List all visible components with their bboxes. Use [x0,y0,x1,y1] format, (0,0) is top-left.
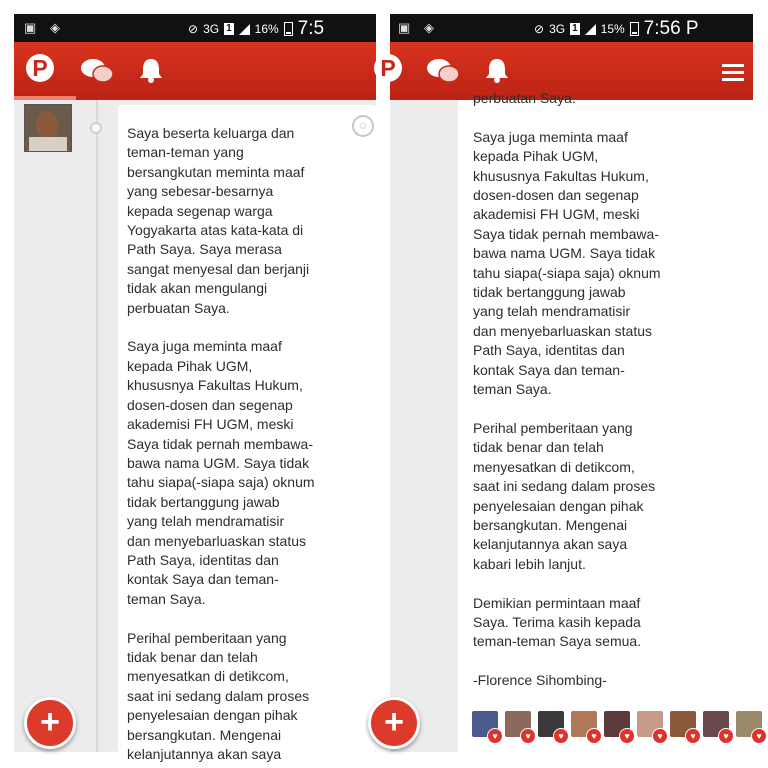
heart-icon: ♥ [751,728,767,744]
clock: 7:56 P [643,18,699,39]
battery-percent: 16% [254,22,279,36]
chat-bubbles-icon[interactable] [80,57,114,85]
reaction-avatar[interactable] [670,711,698,739]
smiley-icon[interactable]: ☺ [352,115,374,137]
reaction-avatar[interactable] [637,711,665,739]
logo-icon[interactable]: P [374,54,402,82]
battery-icon [630,22,639,36]
post-text: Saya beserta keluarga dan teman-teman yang bersangkutan meminta maaf yang sebesar-besarnya kepada segenap warga Yogyakarta atas kata-kata di Path Saya. Saya merasa sangat menyesal dan berjanji tidak akan mengulangi perbuatan Saya. Saya juga meminta maaf kepada Pihak UGM, khususnya Fakultas Hukum, dosen-dosen dan segenap akademisi FH UGM, meski Saya tidak pernah membawa- bawa nama UGM. Saya tidak tahu siapa(-siapa saja) oknum tidak bertanggung jawab yang telah mendramatisir dan menyebarluaskan status Path Saya, identitas dan kontak Saya dan teman- teman Saya. Perihal pemberitaan yang tidak benar dan telah menyesatkan di detikcom, saat ini sedang dalam proses penyelesaian dengan pihak bersangkutan. Mengenai kelanjutannya akan saya [127,125,315,762]
image-notification-icon: ▣ [398,20,411,35]
left-phone-screenshot [14,14,376,762]
heart-icon: ♥ [586,728,602,744]
timeline-line [96,100,98,752]
reaction-avatar[interactable] [472,711,500,739]
app-bar [14,42,376,100]
heart-icon: ♥ [553,728,569,744]
battery-percent: 15% [600,22,625,36]
reaction-avatar[interactable] [703,711,731,739]
heart-icon: ♥ [619,728,635,744]
sim-indicator: 1 [572,23,578,34]
signal-icon [239,24,250,35]
network-type: 3G [203,22,220,36]
status-bar [14,14,376,42]
post-card[interactable] [458,90,753,752]
clock: 7:5 [297,18,325,39]
add-moment-button[interactable] [368,697,420,749]
mute-icon: ⊘ [534,22,545,36]
plus-icon: + [40,703,60,741]
reaction-avatar[interactable] [505,711,533,739]
notification-icon: ▣ [24,20,37,35]
reactions-row [472,711,764,745]
battery-icon [284,22,293,36]
signal-icon [585,24,596,35]
add-moment-button[interactable] [24,697,76,749]
right-phone-screenshot [380,14,762,752]
heart-icon: ♥ [718,728,734,744]
bell-icon[interactable] [138,56,164,84]
post-text: perbuatan Saya. Saya juga meminta maaf kepada Pihak UGM, khususnya Fakultas Hukum, dosen-dosen dan segenap akademisi FH UGM, meski Saya tidak pernah membawa- bawa nama UGM. Saya tidak tahu siapa(-siapa saja) oknum tidak bertanggung jawab yang telah mendramatisir dan menyebarluaskan status Path Saya, identitas dan kontak Saya dan teman- teman Saya. Perihal pemberitaan yang tidak benar dan telah menyesatkan di detikcom, saat ini sedang dalam proses penyelesaian dengan pihak bersangkutan. Mengenai kelanjutannya akan saya kabari lebih lanjut. Demikian permintaan maaf Saya. Terima kasih kepada teman-teman Saya semua. -Florence Sihombing- [473,90,661,689]
timeline-dot [90,122,102,134]
reaction-avatar[interactable] [604,711,632,739]
heart-icon: ♥ [487,728,503,744]
avatar[interactable] [24,104,72,152]
sim-indicator: 1 [226,23,232,34]
heart-icon: ♥ [520,728,536,744]
wifi-icon: ◈ [50,20,60,35]
logo-icon[interactable]: P [26,54,54,82]
reaction-avatar[interactable] [538,711,566,739]
bell-icon[interactable] [484,56,510,84]
hamburger-menu-icon[interactable] [722,60,744,85]
reaction-avatar[interactable] [571,711,599,739]
reaction-avatar[interactable] [736,711,764,739]
status-bar [390,14,753,42]
wifi-icon: ◈ [424,20,434,35]
plus-icon: + [384,703,404,741]
post-card[interactable] [118,105,376,762]
heart-icon: ♥ [652,728,668,744]
heart-icon: ♥ [685,728,701,744]
mute-icon: ⊘ [188,22,199,36]
network-type: 3G [549,22,566,36]
chat-bubbles-icon[interactable] [426,57,460,85]
